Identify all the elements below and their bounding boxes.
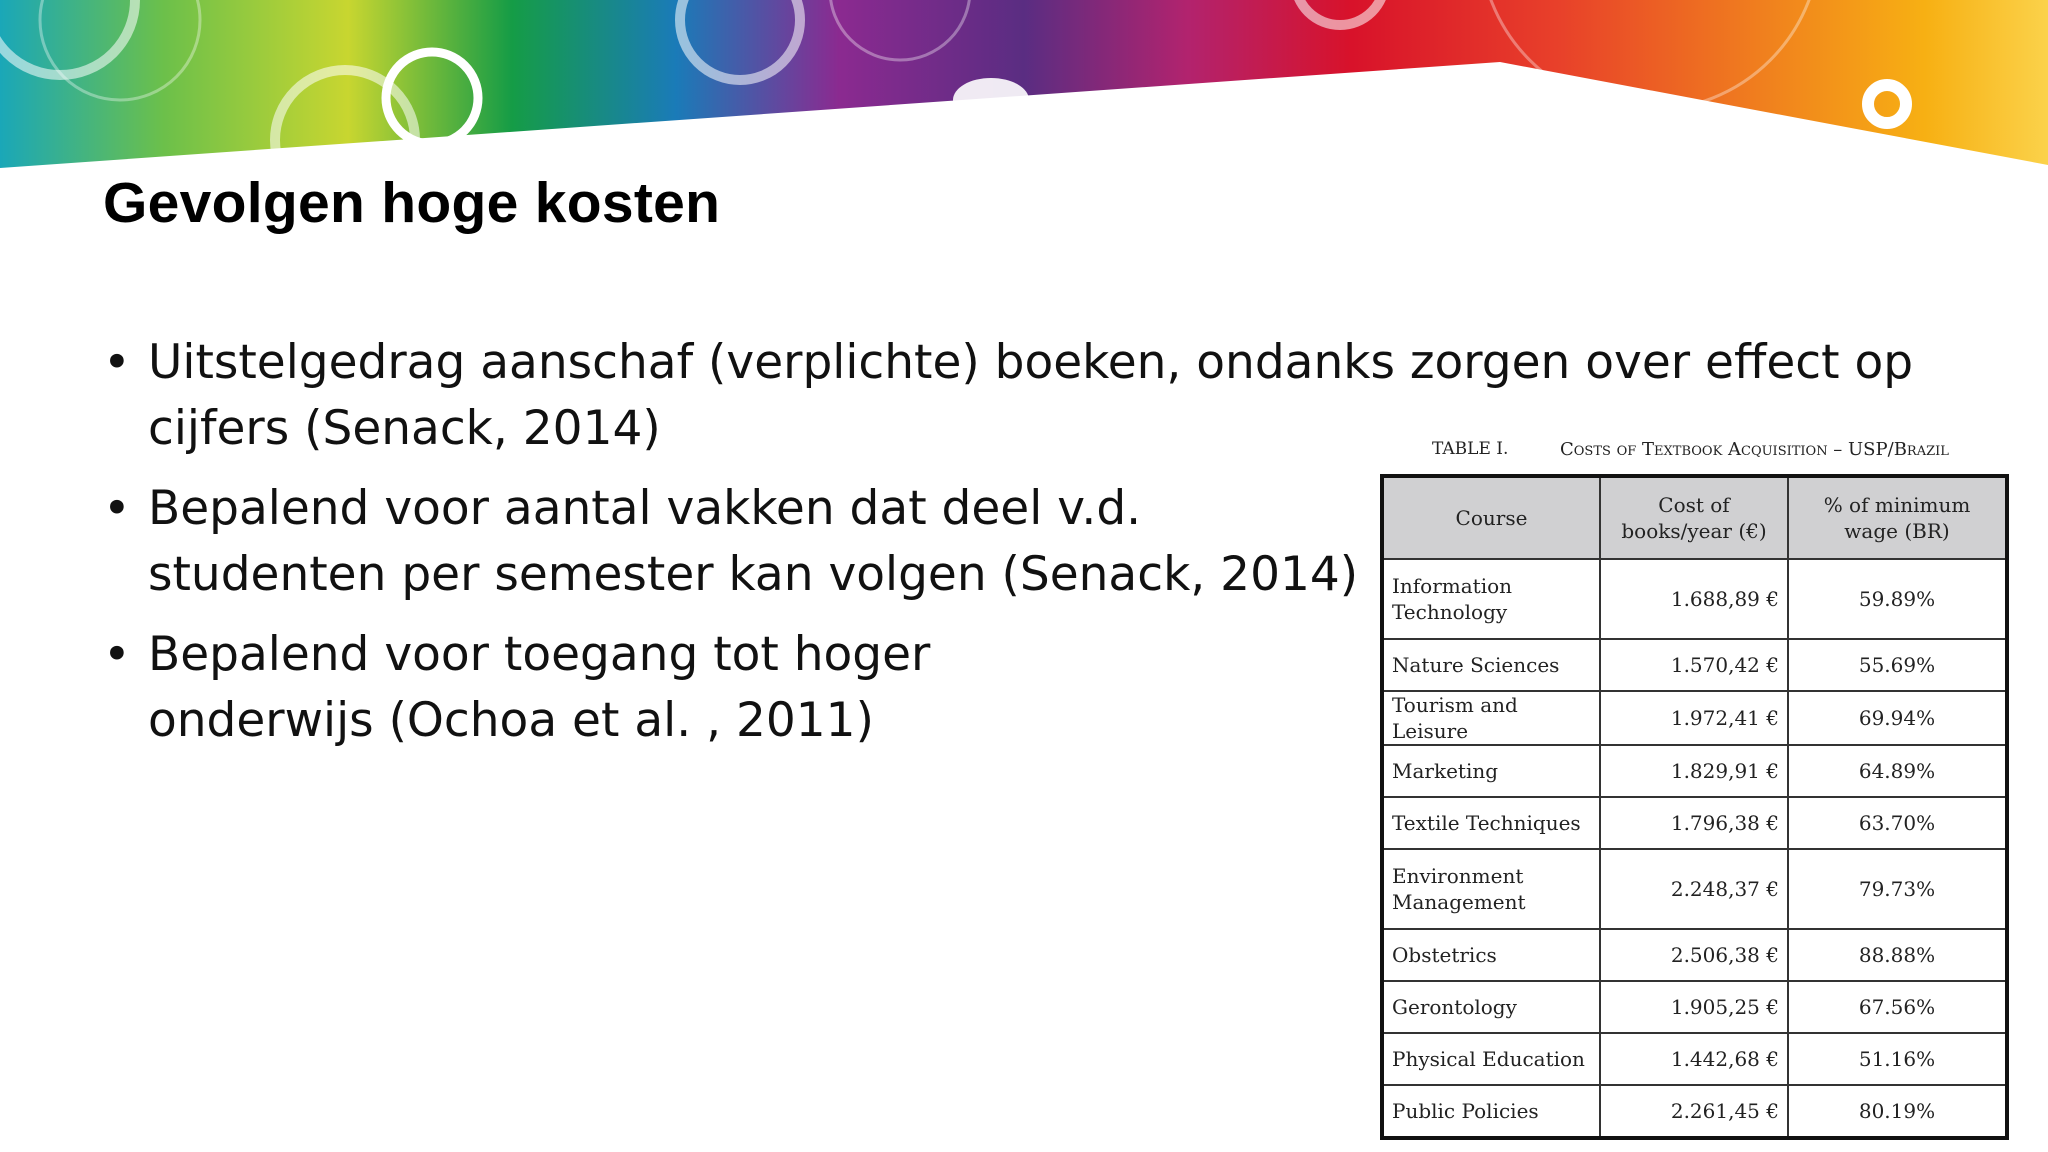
column-header-cost: Cost of books/year (€)	[1600, 476, 1788, 559]
cost-cell: 2.261,45 €	[1600, 1085, 1788, 1138]
column-header-wage-percent: % of minimum wage (BR)	[1788, 476, 2007, 559]
course-cell: Environment Management	[1382, 849, 1600, 929]
table-row	[1382, 797, 2007, 849]
course-cell: Gerontology	[1382, 981, 1600, 1033]
column-header-course: Course	[1382, 476, 1600, 559]
percent-cell: 67.56%	[1788, 981, 2007, 1033]
course-cell: Tourism and Leisure	[1382, 691, 1600, 745]
percent-cell: 79.73%	[1788, 849, 2007, 929]
bullet-marker: •	[103, 335, 131, 390]
bullet-text-line: cijfers (Senack, 2014)	[148, 401, 661, 456]
table-row	[1382, 639, 2007, 691]
table-row	[1382, 1033, 2007, 1085]
cost-cell: 1.972,41 €	[1600, 691, 1788, 745]
bullet-text-line: Bepalend voor toegang tot hoger	[148, 627, 931, 682]
table-row	[1382, 849, 2007, 929]
percent-cell: 88.88%	[1788, 929, 2007, 981]
bullet-text-line: onderwijs (Ochoa et al. , 2011)	[148, 693, 874, 748]
percent-cell: 69.94%	[1788, 691, 2007, 745]
percent-cell: 59.89%	[1788, 559, 2007, 639]
cost-cell: 1.796,38 €	[1600, 797, 1788, 849]
bullet-marker: •	[103, 627, 131, 682]
table-row	[1382, 745, 2007, 797]
course-cell: Physical Education	[1382, 1033, 1600, 1085]
course-cell: Textile Techniques	[1382, 797, 1600, 849]
cost-cell: 1.442,68 €	[1600, 1033, 1788, 1085]
bullet-marker: •	[103, 481, 131, 536]
percent-cell: 55.69%	[1788, 639, 2007, 691]
percent-cell: 63.70%	[1788, 797, 2007, 849]
table-header-row	[1382, 476, 2007, 559]
textbook-costs-table	[1380, 474, 2009, 1140]
cost-cell: 1.688,89 €	[1600, 559, 1788, 639]
table-row	[1382, 929, 2007, 981]
rainbow-header-banner	[0, 0, 2048, 180]
cost-cell: 1.570,42 €	[1600, 639, 1788, 691]
course-cell: Marketing	[1382, 745, 1600, 797]
table-row	[1382, 559, 2007, 639]
course-cell: Nature Sciences	[1382, 639, 1600, 691]
table-caption-text: Costs of Textbook Acquisition – USP/Brazil	[1560, 439, 1949, 460]
table-caption-label: TABLE I.	[1432, 439, 1509, 459]
bullet-text-line: studenten per semester kan volgen (Senack, 2014)	[148, 547, 1359, 602]
percent-cell: 64.89%	[1788, 745, 2007, 797]
course-cell: Public Policies	[1382, 1085, 1600, 1138]
table-row	[1382, 981, 2007, 1033]
table-row	[1382, 691, 2007, 745]
cost-cell: 1.829,91 €	[1600, 745, 1788, 797]
cost-cell: 2.248,37 €	[1600, 849, 1788, 929]
table-caption	[1380, 436, 2000, 466]
bullet-text-line: Bepalend voor aantal vakken dat deel v.d.	[148, 481, 1142, 536]
cost-cell: 1.905,25 €	[1600, 981, 1788, 1033]
slide-title: Gevolgen hoge kosten	[103, 171, 721, 235]
percent-cell: 80.19%	[1788, 1085, 2007, 1138]
course-cell: Information Technology	[1382, 559, 1600, 639]
percent-cell: 51.16%	[1788, 1033, 2007, 1085]
cost-cell: 2.506,38 €	[1600, 929, 1788, 981]
course-cell: Obstetrics	[1382, 929, 1600, 981]
bullet-text-line: Uitstelgedrag aanschaf (verplichte) boeken, ondanks zorgen over effect op	[148, 335, 1914, 390]
table-row	[1382, 1085, 2007, 1138]
